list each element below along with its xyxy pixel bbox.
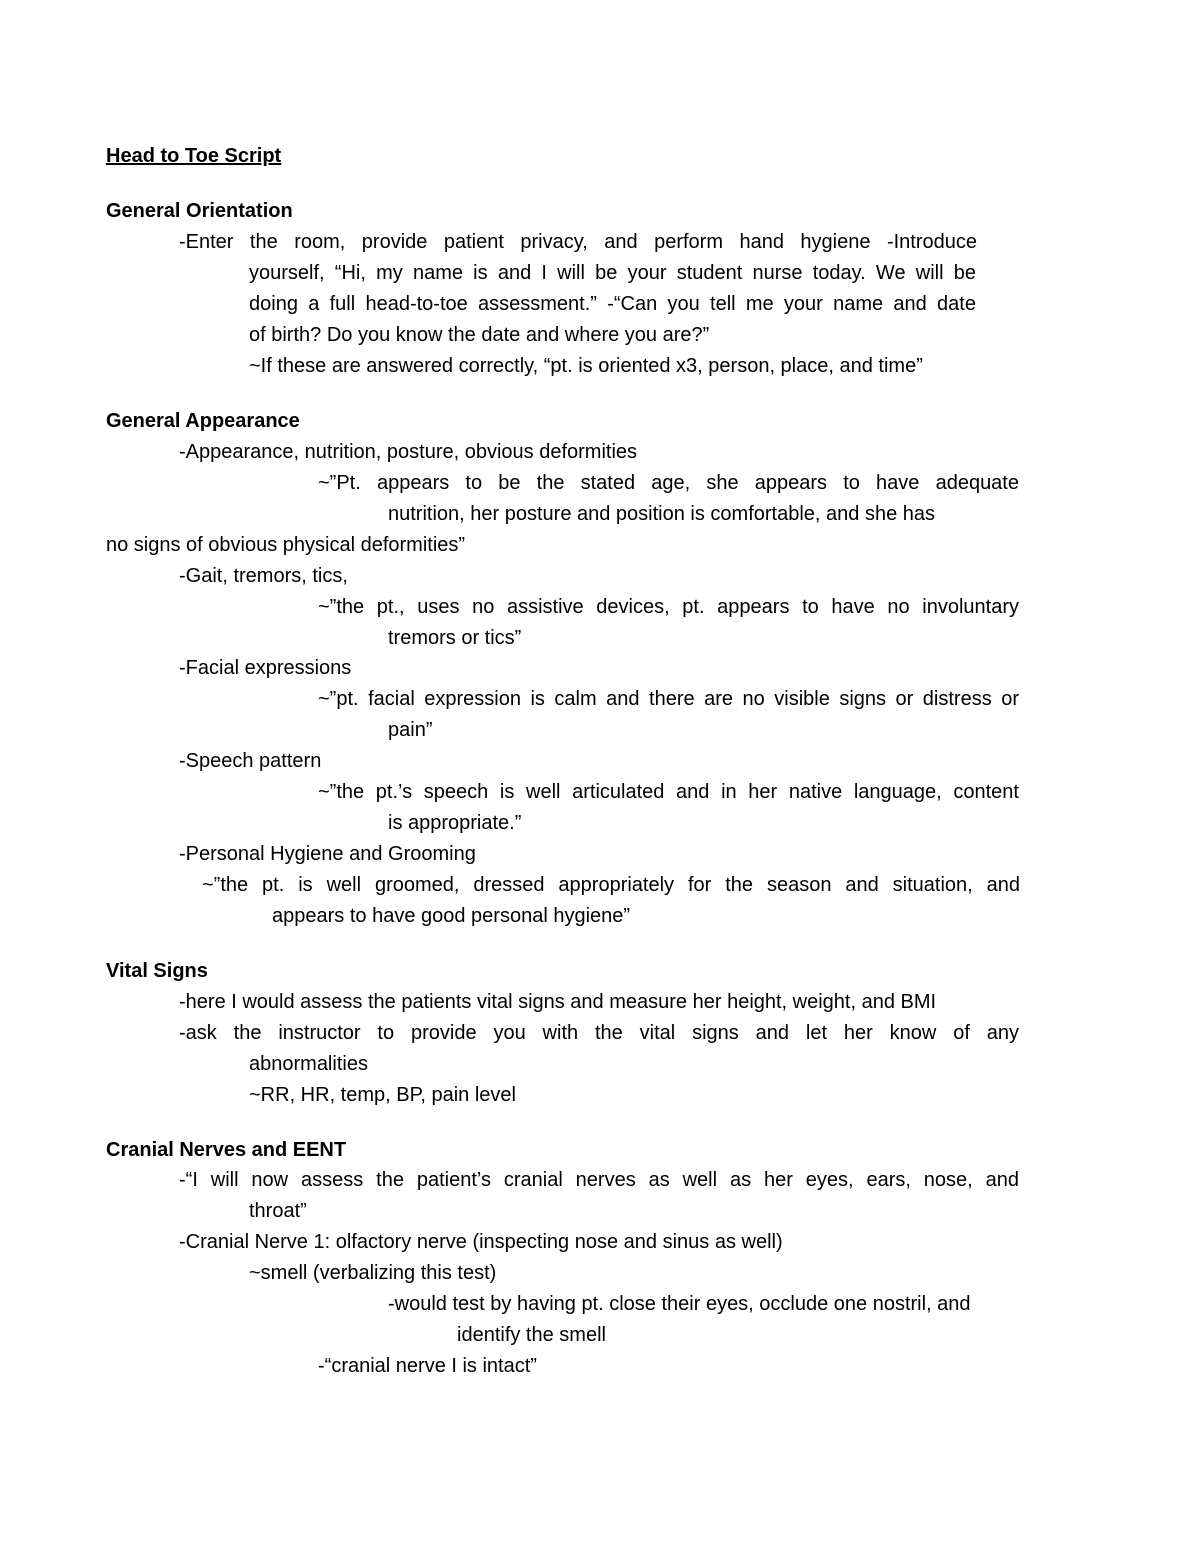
appearance-line-12: ~”the pt.’s speech is well articulated and in her native language, content (318, 781, 1019, 803)
section-heading-general-appearance: General Appearance (106, 410, 300, 432)
orientation-line-4: of birth? Do you know the date and where you are?” (249, 324, 710, 346)
orientation-line-5: ~If these are answered correctly, “pt. is oriented x3, person, place, and time” (249, 355, 923, 377)
cranial-line-2: throat” (249, 1200, 307, 1222)
orientation-line-1: -Enter the room, provide patient privacy, and perform hand hygiene -Introduce (179, 231, 977, 253)
appearance-line-11: -Speech pattern (179, 750, 322, 772)
appearance-line-3: nutrition, her posture and position is comfortable, and she has (388, 503, 935, 525)
vitals-line-3: abnormalities (249, 1053, 368, 1075)
vitals-line-4: ~RR, HR, temp, BP, pain level (249, 1084, 516, 1106)
appearance-line-5: -Gait, tremors, tics, (179, 565, 348, 587)
document-title: Head to Toe Script (106, 145, 282, 167)
cranial-line-7: -“cranial nerve I is intact” (318, 1355, 537, 1377)
appearance-line-4: no signs of obvious physical deformities” (106, 534, 466, 556)
appearance-line-14: -Personal Hygiene and Grooming (179, 843, 476, 865)
appearance-line-1: -Appearance, nutrition, posture, obvious deformities (179, 441, 638, 463)
vitals-line-1: -here I would assess the patients vital signs and measure her height, weight, and BMI (179, 991, 937, 1013)
cranial-line-4: ~smell (verbalizing this test) (249, 1262, 497, 1284)
section-heading-general-orientation: General Orientation (106, 200, 293, 222)
orientation-line-2: yourself, “Hi, my name is and I will be your student nurse today. We will be (249, 262, 976, 284)
appearance-line-2: ~”Pt. appears to be the stated age, she appears to have adequate (318, 472, 1019, 494)
cranial-line-5: -would test by having pt. close their eyes, occlude one nostril, and (388, 1293, 971, 1315)
section-heading-cranial-nerves: Cranial Nerves and EENT (106, 1139, 347, 1161)
appearance-line-6: ~”the pt., uses no assistive devices, pt. appears to have no involuntary (318, 596, 1019, 618)
vitals-line-2: -ask the instructor to provide you with the vital signs and let her know of any (179, 1022, 1019, 1044)
orientation-line-3: doing a full head-to-toe assessment.” -“Can you tell me your name and date (249, 293, 976, 315)
appearance-line-16: appears to have good personal hygiene” (272, 905, 631, 927)
cranial-line-3: -Cranial Nerve 1: olfactory nerve (inspecting nose and sinus as well) (179, 1231, 783, 1253)
appearance-line-7: tremors or tics” (388, 627, 522, 649)
appearance-line-15: ~”the pt. is well groomed, dressed appropriately for the season and situation, and (202, 874, 1020, 896)
cranial-line-1: -“I will now assess the patient’s cranial nerves as well as her eyes, ears, nose, and (179, 1169, 1019, 1191)
cranial-line-6: identify the smell (457, 1324, 606, 1346)
appearance-line-10: pain” (388, 719, 433, 741)
appearance-line-9: ~”pt. facial expression is calm and there are no visible signs or distress or (318, 688, 1019, 710)
appearance-line-13: is appropriate.” (388, 812, 522, 834)
section-heading-vital-signs: Vital Signs (106, 960, 208, 982)
appearance-line-8: -Facial expressions (179, 657, 352, 679)
